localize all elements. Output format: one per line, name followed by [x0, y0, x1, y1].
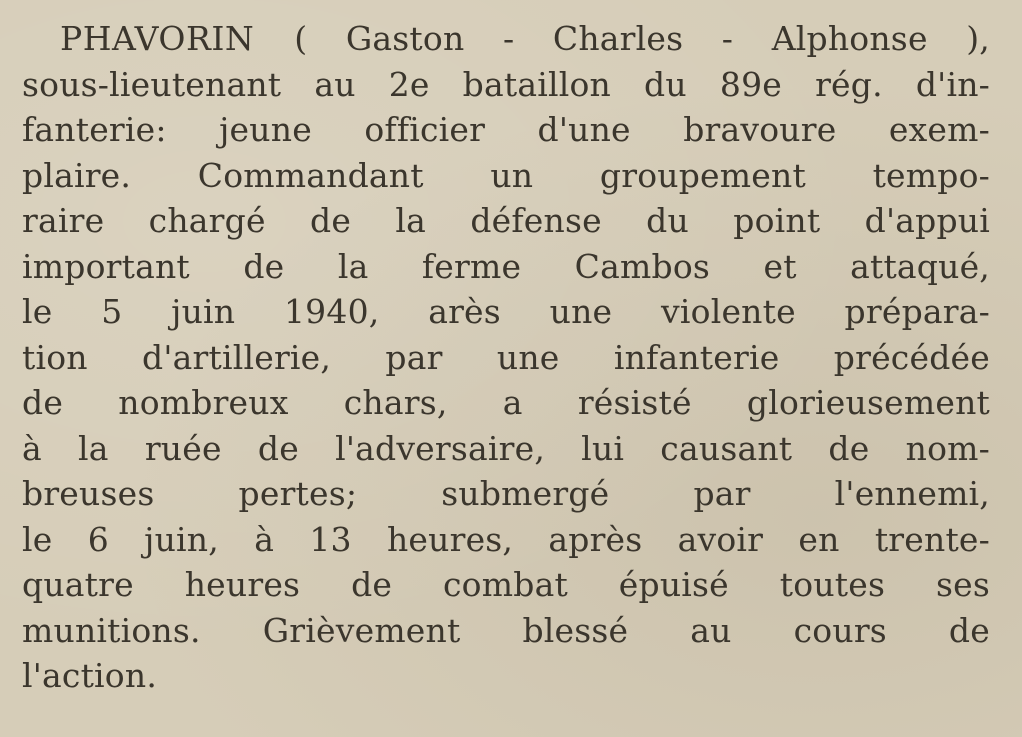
- citation-line: raire chargé de la défense du point d'appui: [22, 201, 990, 240]
- citation-line: fanterie: jeune officier d'une bravoure exem-: [22, 110, 990, 149]
- citation-line: l'action.: [22, 656, 158, 695]
- citation-line: tion d'artillerie, par une infanterie précédée: [22, 337, 990, 377]
- officer-given-names: ( Gaston - Charles - Alphonse ),: [294, 19, 990, 58]
- citation-header-line: [22, 16, 990, 62]
- citation-line: à la ruée de l'adversaire, lui causant de nom-: [22, 428, 990, 468]
- citation-text: [22, 16, 990, 699]
- citation-line: important de la ferme Cambos et attaqué,: [22, 246, 990, 286]
- citation-line: sous-lieutenant au 2e bataillon du 89e rég. d'in-: [22, 64, 990, 104]
- citation-line: le 6 juin, à 13 heures, après avoir en trente-: [22, 519, 990, 559]
- citation-line: plaire. Commandant un groupement tempo-: [22, 155, 990, 195]
- citation-line: breuses pertes; submergé par l'ennemi,: [22, 474, 990, 513]
- citation-line: quatre heures de combat épuisé toutes ses: [22, 565, 990, 604]
- citation-line: munitions. Grièvement blessé au cours de: [22, 610, 990, 650]
- officer-surname: PHAVORIN: [60, 19, 255, 58]
- citation-line: le 5 juin 1940, arès une violente prépara-: [22, 292, 990, 331]
- citation-line: de nombreux chars, a résisté glorieusement: [22, 383, 990, 422]
